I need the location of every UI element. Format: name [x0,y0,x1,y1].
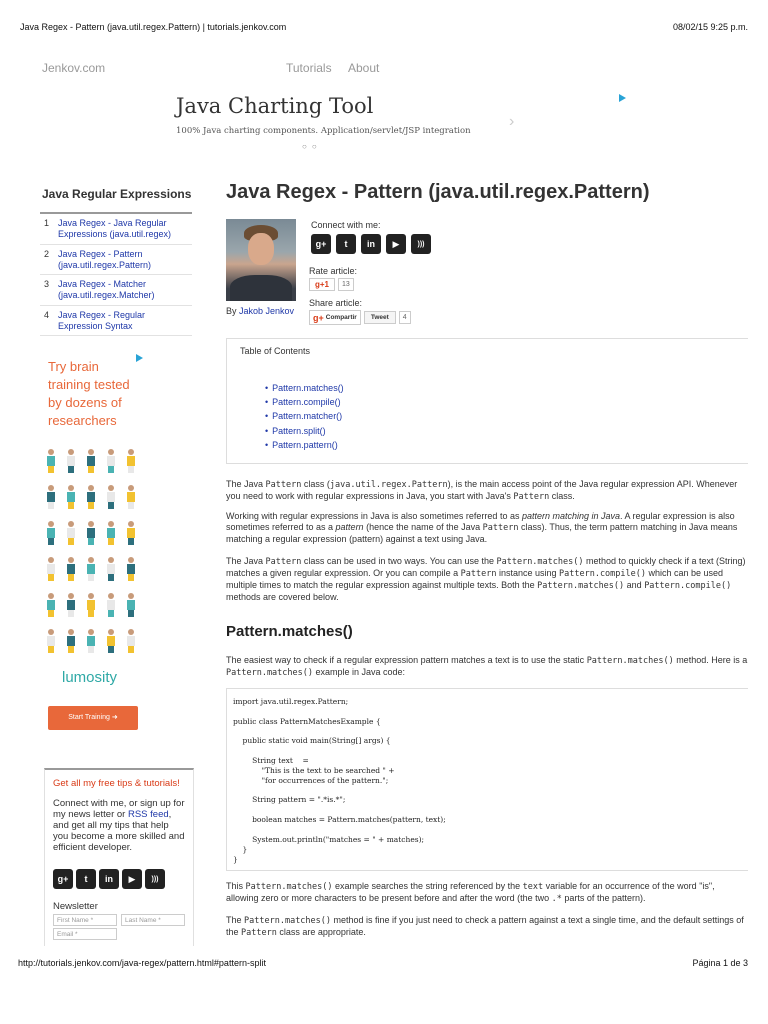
start-training-button[interactable]: Start Training ➜ [48,706,138,730]
site-name-link[interactable]: Jenkov.com [42,61,106,75]
tips-text [53,798,185,853]
twitter-icon[interactable]: t [336,234,356,254]
rate-count: 13 [338,278,354,291]
sidebar-item[interactable] [40,244,192,275]
page-title: Java Regex - Pattern (java.util.regex.Pattern) [226,181,650,203]
toc-link[interactable]: • Pattern.pattern() [265,438,344,452]
sidebar-item-number: 1 [44,218,50,228]
person-figure [64,557,78,581]
chevron-right-icon[interactable]: › [509,113,515,130]
person-figure [104,557,118,581]
person-figure [44,449,58,473]
person-figure [104,449,118,473]
toc-heading: Table of Contents [240,346,311,356]
connect-social-icons [311,234,431,254]
person-figure [64,449,78,473]
person-figure [124,521,138,545]
person-figure [44,557,58,581]
person-figure [124,629,138,653]
table-of-contents [226,338,748,464]
author-link[interactable]: Jakob Jenkov [239,306,295,316]
person-figure [64,521,78,545]
newsletter-label: Newsletter [53,901,98,912]
tips-signup-box [44,768,194,946]
last-name-field[interactable]: Last Name * [121,914,185,926]
linkedin-icon[interactable]: in [99,869,119,889]
person-figure [84,485,98,509]
name-fields [53,914,185,926]
sidebar-item[interactable] [40,305,192,337]
email-field[interactable]: Email * [53,928,117,940]
tweet-count: 4 [399,311,411,324]
person-figure [84,629,98,653]
sidebar-item-link[interactable]: Java Regex - Pattern (java.util.regex.Pattern) [58,248,152,270]
person-figure [104,629,118,653]
tweet-button[interactable]: Tweet [364,311,396,324]
sidebar-item-link[interactable]: Java Regex - Regular Expression Syntax [58,309,146,331]
sidebar-tutorial-list [40,212,192,336]
sidebar-item[interactable] [40,212,192,244]
print-header-title: Java Regex - Pattern (java.util.regex.Pattern) | tutorials.jenkov.com [20,22,287,32]
nav-tutorials-link[interactable]: Tutorials [286,61,332,75]
toc-link[interactable]: • Pattern.split() [265,424,344,438]
tips-text-after: , and get all my tips that help you become a more skilled and efficient developer. [53,809,185,853]
google-share-button[interactable] [309,310,361,325]
sidebar-item-link[interactable]: Java Regex - Matcher (java.util.regex.Matcher) [58,279,155,301]
person-figure [104,593,118,617]
print-header-date: 08/02/15 9:25 p.m. [672,22,748,32]
nav-about-link[interactable]: About [348,61,380,75]
youtube-icon[interactable]: ▶ [386,234,406,254]
print-footer-url: http://tutorials.jenkov.com/java-regex/pattern.html#pattern-split [18,958,266,968]
google-plus-icon[interactable]: g+ [53,869,73,889]
sidebar-item-number: 2 [44,248,50,259]
lumosity-logo[interactable]: lumosity [62,669,118,686]
usage-paragraph: The Java Pattern class can be used in two ways. You can use the Pattern.matches() method to quickly check if a text (String) matches a given regular expression. Or you can compile a Pattern instance using Pattern.compile() which can be used multiple times to match the regular expression against multiple texts. Both the Pattern.matches() and Pattern.compile() methods are covered below. [226,556,746,602]
tips-title: Get all my free tips & tutorials! [53,778,180,789]
youtube-icon[interactable]: ▶ [122,869,142,889]
sidebar-item-number: 4 [44,309,50,320]
share-button-label: Compartir [325,314,357,321]
toc-link[interactable]: • Pattern.matcher() [265,409,344,423]
sidebar-item[interactable] [40,274,192,305]
pattern-matching-paragraph: Working with regular expressions in Java is also sometimes referred to as pattern matching in Java. A regular expression is also sometimes referred to as a pattern (hence the name of the Java Pattern class). Thus, the term pattern matching in Java means matching a regular expression (pattern) against a text using Java. [226,511,738,544]
google-plus-one-button[interactable]: g+1 [309,278,335,291]
person-figure [64,485,78,509]
section-heading-matches: Pattern.matches() [226,623,353,640]
author-byline [226,306,294,316]
person-figure [44,593,58,617]
person-figure [64,593,78,617]
ad-carousel-dots[interactable]: ○○ [302,142,322,151]
sidebar-title: Java Regular Expressions [42,187,192,201]
byline-prefix: By [226,306,240,316]
rate-label: Rate article: [309,266,358,276]
person-figure [44,629,58,653]
share-label: Share article: [309,298,363,308]
person-figure [84,449,98,473]
person-figure [124,485,138,509]
adchoices-icon[interactable] [136,354,143,362]
tips-text-before: Connect with me, or sign up for my news letter or [53,798,185,820]
person-figure [64,629,78,653]
rate-row [309,278,354,291]
person-figure [44,485,58,509]
sidebar-item-number: 3 [44,279,50,289]
intro-paragraph: The Java Pattern class (java.util.regex.Pattern), is the main access point of the Java regular expression API. Whenever you need to work with regular expressions in Java, you start with Java's Pattern class. [226,479,738,502]
share-row [309,310,411,325]
twitter-icon[interactable]: t [76,869,96,889]
person-figure [124,557,138,581]
toc-link[interactable]: • Pattern.compile() [265,395,344,409]
person-figure [124,449,138,473]
matches-intro-paragraph: The easiest way to check if a regular expression pattern matches a text is to use the static Pattern.matches() method. Here is a Pattern.matches() example in Java code: [226,655,748,678]
person-figure [84,557,98,581]
person-figure [44,521,58,545]
rss-feed-link[interactable]: RSS feed [127,809,169,820]
figures-illustration [44,449,148,653]
google-plus-icon: g+ [313,312,324,323]
matches-explanation-paragraph: This Pattern.matches() example searches the string referenced by the text variable for an occurrence of the word "is", allowing zero or more characters to be present before and after the word (the two .* parts of the pattern). [226,881,715,904]
print-footer-page: Página 1 de 3 [692,958,748,968]
code-block: import java.util.regex.Pattern; public class PatternMatchesExample { public static void main(String[] args) { String text = "This is the text to be searched " + "for occurrences of the pattern."; String pattern = ".*is.*"; boolean matches = Pattern.matches(pattern, text); System.out.println("matches = " + matches); } } [233,697,446,864]
toc-list [265,381,344,452]
author-photo [226,219,296,301]
tips-social-icons [53,869,185,889]
ad-title[interactable]: Java Charting Tool [176,94,374,118]
person-figure [84,593,98,617]
person-figure [124,593,138,617]
ad-subtitle[interactable]: 100% Java charting components. Application/servlet/JSP integration [176,126,471,136]
person-figure [104,485,118,509]
person-figure [104,521,118,545]
connect-label: Connect with me: [311,220,381,230]
person-figure [84,521,98,545]
google-plus-icon[interactable]: g+ [311,234,331,254]
rss-icon[interactable]: ))) [411,234,431,254]
code-example [226,688,748,871]
print-footer [18,958,748,968]
print-header [20,22,748,32]
first-name-field[interactable]: First Name * [53,914,117,926]
email-row [53,928,185,940]
sidebar-item-link[interactable]: Java Regex - Java Regular Expressions (java.util.regex) [58,218,172,240]
rss-icon[interactable]: ))) [145,869,165,889]
toc-link[interactable]: • Pattern.matches() [265,381,344,395]
brain-ad-headline[interactable]: Try brain training tested by dozens of researchers [48,359,130,428]
adchoices-icon[interactable] [619,94,626,102]
linkedin-icon[interactable]: in [361,234,381,254]
matches-note-paragraph: The Pattern.matches() method is fine if you just need to check a pattern against a text a single time, and the default settings of the Pattern class are appropriate. [226,915,744,938]
